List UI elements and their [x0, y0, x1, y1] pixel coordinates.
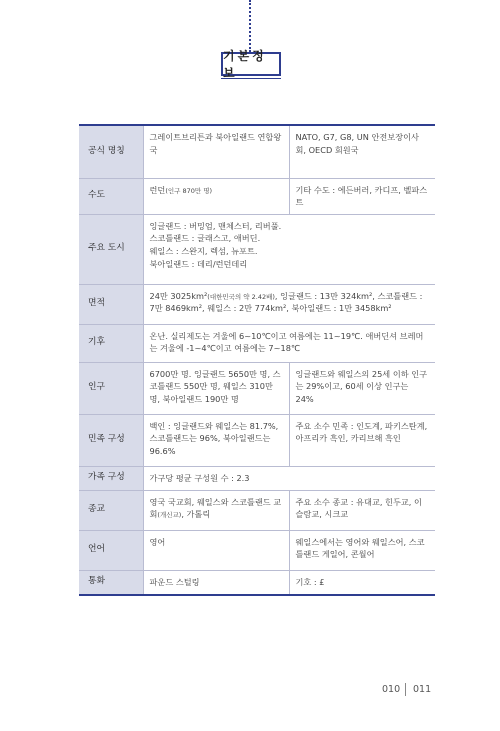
label-official-name: 공식 명칭	[79, 125, 143, 178]
title-underline	[221, 78, 281, 79]
currency-symbol-value: 기호 : £	[289, 570, 435, 595]
label-area: 면적	[79, 284, 143, 324]
climate-value: 온난. 실리제도는 겨울에 6~10℃이고 여름에는 11~19℃. 애버딘셔 브레머는 겨울에 -1~4℃이고 여름에는 7~18℃	[143, 324, 435, 362]
row-religion	[79, 490, 435, 530]
row-official-name	[79, 125, 435, 178]
family-value: 가구당 평균 구성원 수 : 2.3	[143, 466, 435, 490]
page-number-left: 010	[382, 684, 401, 695]
row-climate	[79, 324, 435, 362]
cities-line: 스코틀랜드 : 글래스고, 애버딘.	[149, 233, 261, 244]
row-area	[79, 284, 435, 324]
row-currency	[79, 570, 435, 595]
population-value: 6700만 명. 잉글랜드 5650만 명, 스코틀랜드 550만 명, 웨일스 310만 명, 북아일랜드 190만 명	[143, 362, 289, 414]
label-population: 인구	[79, 362, 143, 414]
row-capital	[79, 178, 435, 214]
capital-value	[143, 178, 289, 214]
cities-line: 북아일랜드 : 데리/런던데리	[149, 258, 248, 269]
minority-groups-value: 주요 소수 민족 : 인도계, 파키스탄계, 아프리카 흑인, 카리브해 흑인	[289, 414, 435, 466]
religion-value	[143, 490, 289, 530]
memberships-value: NATO, G7, G8, UN 안전보장이사회, OECD 회원국	[289, 125, 435, 178]
ethnicity-value: 백인 : 잉글랜드와 웨일스는 81.7%, 스코틀랜드는 96%, 북아일랜드는 96.6%	[143, 414, 289, 466]
religion-main: 영국 국교회, 웨일스와 스코틀랜드 교회	[149, 496, 282, 520]
minority-religions-value: 주요 소수 종교 : 유대교, 힌두교, 이슬람교, 시크교	[289, 490, 435, 530]
cities-line: 잉글랜드 : 버밍엄, 맨체스터, 리버풀.	[149, 220, 282, 231]
area-comparison-note: (대한민국의 약 2.42배)	[207, 292, 275, 301]
page-number-separator	[405, 683, 406, 696]
cities-line: 웨일스 : 스완지, 렉섬, 뉴포트.	[149, 245, 258, 256]
area-regions: , 잉글랜드 : 13만 324km², 스코틀랜드 : 7만 8469km², 웨일스 : 2만 774km², 북아일랜드 : 1만 3458km²	[149, 290, 423, 314]
other-capitals-value: 기타 수도 : 에든버러, 카디프, 벨파스트	[289, 178, 435, 214]
row-population	[79, 362, 435, 414]
dotted-vertical-line	[249, 0, 251, 52]
language-value: 영어	[143, 530, 289, 570]
label-cities: 주요 도시	[79, 214, 143, 284]
area-main: 24만 3025km²	[149, 290, 208, 301]
capital-population-note: (인구 870만 명)	[165, 186, 213, 195]
cities-value	[143, 214, 435, 284]
row-language	[79, 530, 435, 570]
label-language: 언어	[79, 530, 143, 570]
page-number-right: 011	[413, 684, 432, 695]
label-capital: 수도	[79, 178, 143, 214]
row-family	[79, 466, 435, 490]
area-value	[143, 284, 435, 324]
population-age-value: 잉글랜드와 웨일스의 25세 이하 인구는 29%이고, 60세 이상 인구는 24%	[289, 362, 435, 414]
regional-languages-value: 웨일스에서는 영어와 웨일스어, 스코틀랜드 게일어, 콘월어	[289, 530, 435, 570]
capital-name: 런던	[149, 184, 166, 195]
label-climate: 기후	[79, 324, 143, 362]
row-cities	[79, 214, 435, 284]
section-title: 기본정보	[221, 52, 281, 76]
basic-info-table	[79, 124, 435, 596]
official-name-value: 그레이트브리튼과 북아일랜드 연합왕국	[143, 125, 289, 178]
label-religion: 종교	[79, 490, 143, 530]
label-ethnicity: 민족 구성	[79, 414, 143, 466]
label-family: 가족 구성	[79, 466, 143, 490]
religion-note: (개신교)	[157, 511, 182, 520]
label-currency: 통화	[79, 570, 143, 595]
currency-value: 파운드 스털링	[143, 570, 289, 595]
religion-rest: , 가톨릭	[181, 509, 211, 520]
row-ethnicity	[79, 414, 435, 466]
